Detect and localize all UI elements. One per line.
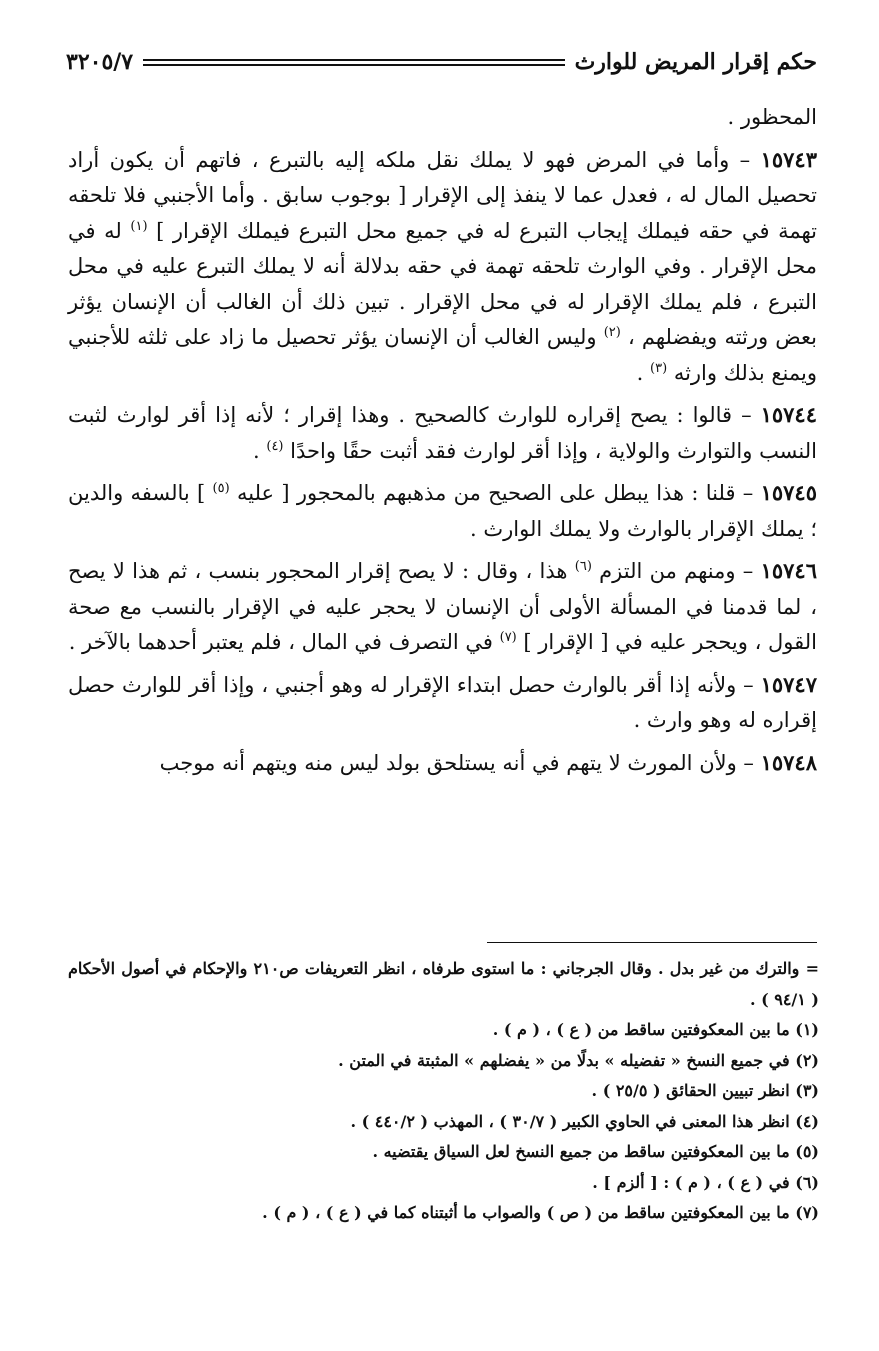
footnote-ref: (١)	[130, 218, 148, 234]
paragraph-15747: ١٥٧٤٧ – ولأنه إذا أقر بالوارث حصل ابتداء الإقرار له وهو أجنبي ، وإذا أقر للوارث حصل إقراره له وهو وارث .	[68, 671, 817, 732]
footnote-6: (٦) في ( ع ) ، ( م ) : [ ألزم ] .	[592, 1172, 819, 1192]
footnote-4: (٤) انظر هذا المعنى في الحاوي الكبير ( ٣٠/٧ ) ، المهذب ( ٤٤٠/٢ ) .	[350, 1111, 819, 1131]
paragraph-continuation: المحظور .	[727, 105, 817, 129]
page-number: ٣٢٠٥/٧	[66, 49, 134, 75]
header-rule	[143, 59, 564, 66]
running-title: حكم إقرار المريض للوارث	[574, 49, 817, 75]
footnote-ref: (٢)	[603, 325, 621, 340]
footnote-ref: (٧)	[499, 630, 517, 645]
paragraph-number: ١٥٧٤٤	[760, 402, 817, 427]
running-header	[66, 42, 817, 82]
footnote-ref: (٣)	[650, 360, 668, 376]
paragraph-15744: ١٥٧٤٤ – قالوا : يصح إقراره للوارث كالصحيح . وهذا إقرار ؛ لأنه إذا أقر لوارث لثبت النسب والتوارث والولاية ، وإذا أقر لوارث فقد أثبت حقًا واحدًا $^{(٤)}$ .	[68, 402, 817, 463]
footnote-7: (٧) ما بين المعكوفتين ساقط من ( ص ) والصواب ما أثبتناه كما في ( ع ) ، ( م ) .	[262, 1203, 819, 1222]
paragraph-number: ١٥٧٤٥	[760, 480, 817, 505]
paragraph-15743: ١٥٧٤٣ – وأما في المرض فهو لا يملك نقل ملكه إليه بالتبرع ، فاتهم أن يكون أراد تحصيل المال له ، فعدل عما لا ينفذ إلى الإقرار [ بوجوب سابق . وأما الأجنبي فلا تلحقه تهمة في حقه فيملك إيجاب التبرع له في جميع محل التبرع فيملك الإقرار ] $^{(١)}$ له في محل الإقرار . وفي الوارث تلحقه تهمة في حقه بدلالة أنه لا يملك التبرع عليه في محل التبرع ، فلم يملك الإقرار له في محل الإقرار . تبين ذلك أن الغالب أن الإنسان يؤثر بعض ورثته ويفضلهم ، $^{(٢)}$ وليس الغالب أن الإنسان يؤثر تحصيل ما زاد على ثلثه للأجنبي ويمنع بذلك وارثه $^{(٣)}$ .	[68, 146, 817, 385]
paragraph-number: ١٥٧٤٨	[760, 749, 817, 775]
paragraph-number: ١٥٧٤٣	[760, 146, 817, 172]
footnote-ref: (٦)	[574, 559, 592, 574]
paragraph-number: ١٥٧٤٧	[760, 671, 817, 697]
paragraph-15745: ١٥٧٤٥ – قلنا : هذا يبطل على الصحيح من مذهبهم بالمحجور [ عليه $^{(٥)}$ ] بالسفه والدين ؛ يملك الإقرار بالوارث ولا يملك الوارث .	[68, 480, 817, 541]
paragraph-15748: ١٥٧٤٨ – ولأن المورث لا يتهم في أنه يستلحق بولد ليس منه ويتهم أنه موجب	[159, 749, 817, 775]
footnote-2: (٢) في جميع النسخ « تفضيله » بدلًا من « يفضلهم » المثبتة في المتن .	[338, 1050, 819, 1070]
footnote-ref: (٤)	[266, 438, 284, 454]
footnote-ref: (٥)	[212, 481, 230, 496]
footnotes	[68, 954, 819, 1229]
footnote-divider	[487, 942, 817, 943]
paragraph-number: ١٥٧٤٦	[760, 558, 817, 583]
footnote-1: (١) ما بين المعكوفتين ساقط من ( ع ) ، ( م ) .	[492, 1020, 819, 1039]
paragraph-15746: ١٥٧٤٦ – ومنهم من التزم $^{(٦)}$ هذا ، وقال : لا يصح إقرار المحجور بنسب ، ثم هذا لا يصح ، لما قدمنا في المسألة الأولى أن الإنسان لا يحجر عليه في الإقرار بالنسب مع صحة القول ، ويحجر عليه في [ الإقرار ] $^{(٧)}$ في التصرف في المال ، فلم يعتبر أحدهما بالآخر .	[68, 558, 817, 654]
footnote-5: (٥) ما بين المعكوفتين ساقط من جميع النسخ لعل السياق يقتضيه .	[372, 1142, 819, 1161]
footnote-continuation: = والترك من غير بدل . وقال الجرجاني : ما استوى طرفاه ، انظر التعريفات ص٢١٠ والإحكام في أصول الأحكام ( ٩٤/١ ) .	[68, 959, 819, 1009]
footnote-3: (٣) انظر تبيين الحقائق ( ٢٥/٥ ) .	[591, 1081, 819, 1100]
main-text	[68, 100, 817, 787]
